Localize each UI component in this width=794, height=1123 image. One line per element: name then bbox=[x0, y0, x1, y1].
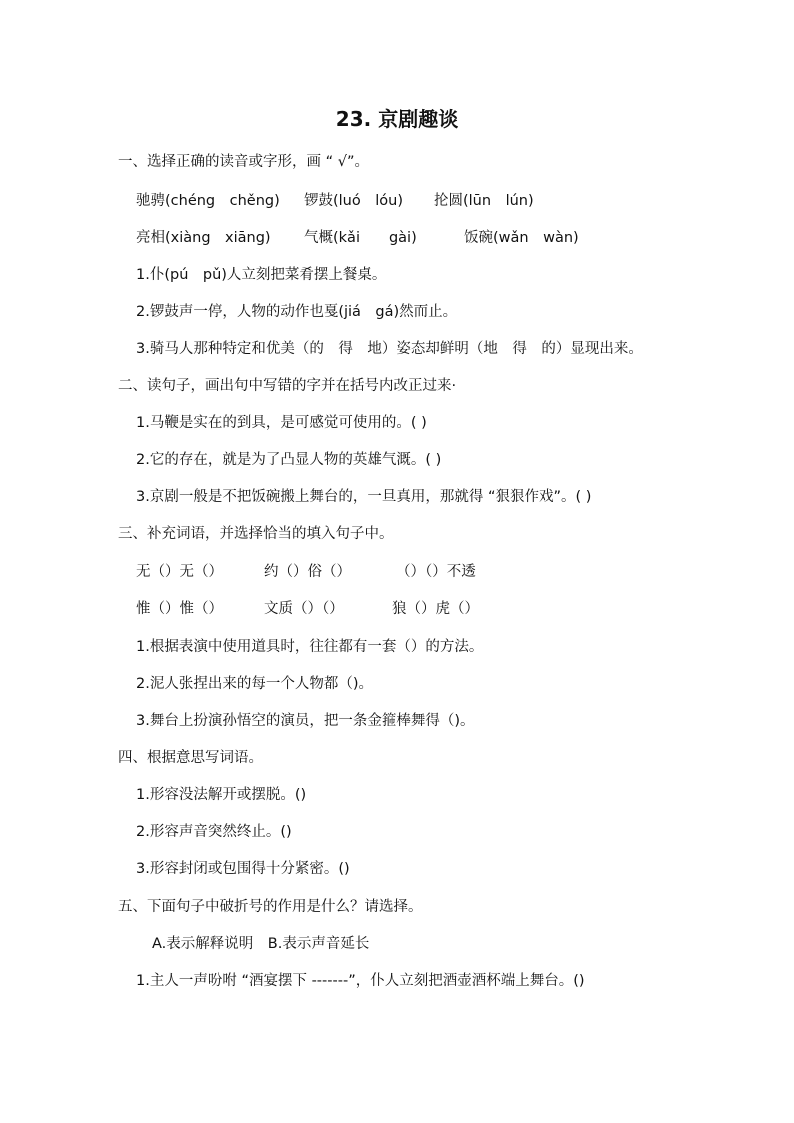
pinyin-choice: 驰骋(chéng chěng) bbox=[136, 193, 280, 209]
answer-options: A.表示解释说明 B.表示声音延长 bbox=[152, 936, 370, 952]
question-item: 1.形容没法解开或摆脱。() bbox=[136, 787, 307, 803]
section-2-heading: 二、读句子，画出句中写错的字并在括号内改正过来· bbox=[118, 378, 457, 394]
question-item: 3.京剧一般是不把饭碗搬上舞台的，一旦真用，那就得 “狠狠作戏”。( ) bbox=[136, 489, 592, 505]
page-title: 23. 京剧趣谈 bbox=[335, 107, 459, 131]
pinyin-choice: 气概(kǎi gài) bbox=[304, 230, 417, 246]
question-item: 2.形容声音突然终止。() bbox=[136, 824, 292, 840]
question-item: 2.它的存在，就是为了凸显人物的英雄气溉。( ) bbox=[136, 452, 442, 468]
section-1-heading: 一、选择正确的读音或字形，画 “ √”。 bbox=[118, 154, 369, 170]
question-item: 2.泥人张捏出来的每一个人物都（)。 bbox=[136, 676, 373, 692]
pinyin-choice: 锣鼓(luó lóu) bbox=[304, 193, 403, 209]
section-5-heading: 五、下面句子中破折号的作用是什么？请选择。 bbox=[118, 899, 423, 915]
question-item: 1.根据表演中使用道具时，往往都有一套（）的方法。 bbox=[136, 639, 484, 655]
pinyin-choice: 饭碗(wǎn wàn) bbox=[464, 230, 579, 246]
question-item: 3.舞台上扮演孙悟空的演员，把一条金箍棒舞得（)。 bbox=[136, 713, 475, 729]
idiom-blank: 约（）俗（） bbox=[264, 564, 351, 580]
question-item: 2.锣鼓声一停，人物的动作也戛(jiá gá)然而止。 bbox=[136, 304, 458, 320]
idiom-blank: 狼（）虎（） bbox=[392, 601, 479, 617]
question-item: 1.仆(pú pǔ)人立刻把菜肴摆上餐桌。 bbox=[136, 267, 387, 283]
idiom-blank: 无（）无（） bbox=[136, 564, 223, 580]
question-item: 1.主人一声吩咐 “酒宴摆下 -------”，仆人立刻把酒壶酒杯端上舞台。() bbox=[136, 973, 585, 989]
question-item: 1.马鞭是实在的到具，是可感觉可使用的。( ) bbox=[136, 415, 427, 431]
idiom-blank: 惟（）惟（） bbox=[136, 601, 223, 617]
pinyin-choice: 抡圆(lūn lún) bbox=[434, 193, 534, 209]
question-item: 3.骑马人那种特定和优美（的 得 地）姿态却鲜明（地 得 的）显现出来。 bbox=[136, 341, 643, 357]
idiom-blank: 文质（）（） bbox=[264, 601, 344, 617]
pinyin-choice: 亮相(xiàng xiāng) bbox=[136, 230, 271, 246]
question-item: 3.形容封闭或包围得十分紧密。() bbox=[136, 861, 350, 877]
idiom-blank: （）（）不透 bbox=[396, 564, 476, 580]
section-4-heading: 四、根据意思写词语。 bbox=[118, 750, 263, 766]
section-3-heading: 三、补充词语，并选择恰当的填入句子中。 bbox=[118, 526, 394, 542]
